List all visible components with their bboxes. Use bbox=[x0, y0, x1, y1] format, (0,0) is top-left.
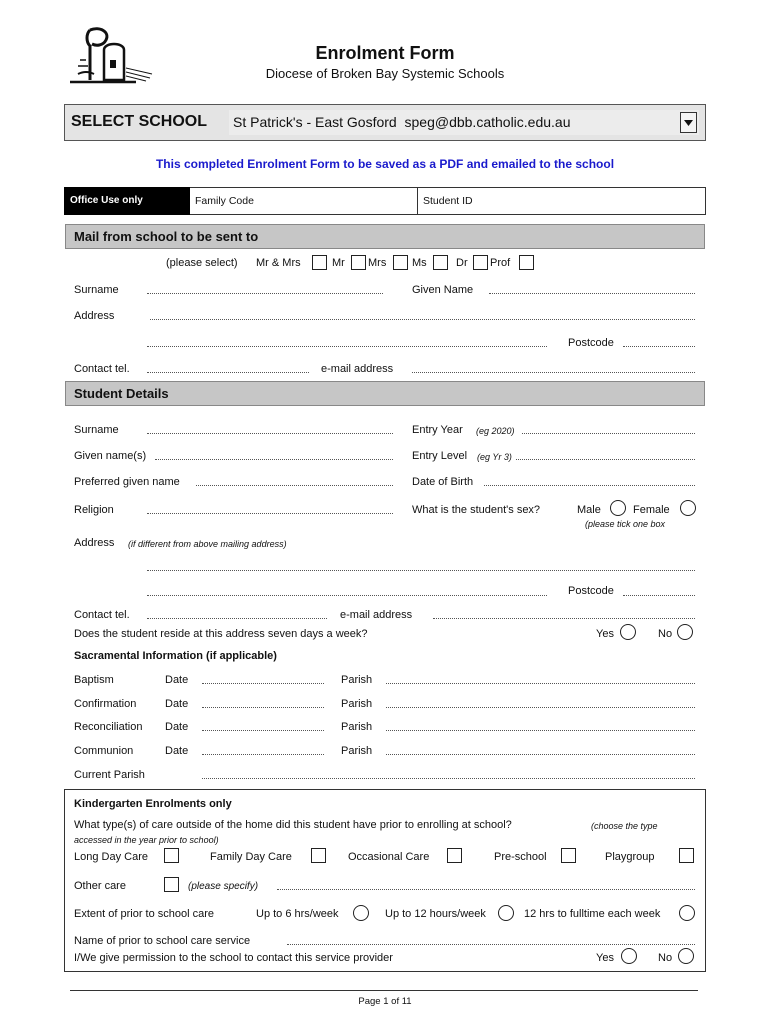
page-number: Page 1 of 11 bbox=[358, 996, 412, 1007]
playgroup-checkbox[interactable] bbox=[679, 848, 694, 863]
sacrament-name: Communion bbox=[74, 745, 134, 757]
title-mr-mrs-checkbox[interactable] bbox=[312, 255, 327, 270]
extent-6hrs-radio[interactable] bbox=[353, 905, 369, 921]
entry-year-hint: (eg 2020) bbox=[476, 426, 515, 436]
care-type-label: Pre-school bbox=[494, 851, 547, 863]
service-name-label: Name of prior to school care service bbox=[74, 935, 251, 947]
reside-no-radio[interactable] bbox=[677, 624, 693, 640]
sex-question-label: What is the student's sex? bbox=[412, 504, 541, 516]
given-names-input[interactable] bbox=[155, 459, 393, 460]
long-day-care-checkbox[interactable] bbox=[164, 848, 179, 863]
dob-label: Date of Birth bbox=[412, 476, 474, 488]
please-specify-hint: (please specify) bbox=[188, 881, 259, 892]
student-email-input[interactable] bbox=[433, 618, 695, 619]
student-email-label: e-mail address bbox=[340, 609, 413, 621]
entry-level-input[interactable] bbox=[516, 459, 695, 460]
title-option-label: Prof bbox=[490, 257, 511, 269]
student-surname-input[interactable] bbox=[147, 433, 393, 434]
title-prof-checkbox[interactable] bbox=[519, 255, 534, 270]
permission-no-label: No bbox=[658, 952, 673, 964]
entry-year-input[interactable] bbox=[522, 433, 695, 434]
family-day-care-checkbox[interactable] bbox=[311, 848, 326, 863]
baptism-date-input[interactable] bbox=[202, 683, 324, 684]
mail-address-line2-input[interactable] bbox=[147, 346, 547, 347]
other-care-label: Other care bbox=[74, 880, 126, 892]
reside-yes-radio[interactable] bbox=[620, 624, 636, 640]
baptism-parish-input[interactable] bbox=[386, 683, 695, 684]
confirmation-date-input[interactable] bbox=[202, 707, 324, 708]
confirmation-parish-input[interactable] bbox=[386, 707, 695, 708]
kinder-question-hint-2: accessed in the year prior to school) bbox=[74, 835, 219, 845]
female-label: Female bbox=[633, 504, 670, 516]
permission-yes-radio[interactable] bbox=[621, 948, 637, 964]
school-select-value: St Patrick's - East Gosford speg@dbb.catholic.edu.au bbox=[233, 114, 571, 130]
sacrament-parish-label: Parish bbox=[341, 698, 373, 710]
title-option-label: Mr & Mrs bbox=[256, 257, 301, 269]
footer-rule bbox=[70, 990, 698, 991]
permission-label: I/We give permission to the school to contact this service provider bbox=[74, 952, 393, 964]
mail-email-input[interactable] bbox=[412, 372, 695, 373]
reconciliation-date-input[interactable] bbox=[202, 730, 324, 731]
reside-no-label: No bbox=[658, 628, 673, 640]
tick-hint: (please tick one box bbox=[585, 519, 666, 529]
instruction-text: This completed Enrolment Form to be saved as a PDF and emailed to the school bbox=[155, 157, 615, 171]
title-option-label: Dr bbox=[456, 257, 468, 269]
title-option-label: Ms bbox=[412, 257, 427, 269]
mail-postcode-label: Postcode bbox=[568, 337, 614, 349]
sacrament-parish-label: Parish bbox=[341, 674, 373, 686]
extent-option-label: Up to 6 hrs/week bbox=[256, 908, 339, 920]
current-parish-label: Current Parish bbox=[74, 769, 145, 781]
communion-parish-input[interactable] bbox=[386, 754, 695, 755]
form-title: Enrolment Form bbox=[315, 43, 455, 63]
sacramental-heading: Sacramental Information (if applicable) bbox=[74, 650, 277, 662]
service-name-input[interactable] bbox=[287, 944, 695, 945]
mail-surname-input[interactable] bbox=[147, 293, 383, 294]
preferred-name-input[interactable] bbox=[196, 485, 393, 486]
pre-school-checkbox[interactable] bbox=[561, 848, 576, 863]
student-address-input[interactable] bbox=[147, 570, 695, 571]
current-parish-input[interactable] bbox=[202, 778, 695, 779]
sacrament-date-label: Date bbox=[165, 745, 189, 757]
care-type-label: Playgroup bbox=[605, 851, 655, 863]
title-mrs-checkbox[interactable] bbox=[393, 255, 408, 270]
mail-email-label: e-mail address bbox=[321, 363, 394, 375]
sacrament-name: Reconciliation bbox=[74, 721, 143, 733]
male-radio[interactable] bbox=[610, 500, 626, 516]
kinder-heading: Kindergarten Enrolments only bbox=[74, 798, 232, 810]
other-care-checkbox[interactable] bbox=[164, 877, 179, 892]
male-label: Male bbox=[577, 504, 601, 516]
family-code-field[interactable]: Family Code bbox=[195, 195, 254, 207]
communion-date-input[interactable] bbox=[202, 754, 324, 755]
care-type-label: Long Day Care bbox=[74, 851, 148, 863]
reside-yes-label: Yes bbox=[596, 628, 614, 640]
mail-surname-label: Surname bbox=[74, 284, 119, 296]
care-type-label: Occasional Care bbox=[348, 851, 430, 863]
sacrament-date-label: Date bbox=[165, 721, 189, 733]
care-type-label: Family Day Care bbox=[210, 851, 292, 863]
sacrament-parish-label: Parish bbox=[341, 745, 373, 757]
student-contact-label: Contact tel. bbox=[74, 609, 130, 621]
form-subtitle: Diocese of Broken Bay Systemic Schools bbox=[265, 66, 505, 81]
sacrament-date-label: Date bbox=[165, 674, 189, 686]
mail-address-input[interactable] bbox=[150, 319, 695, 320]
extent-option-label: Up to 12 hours/week bbox=[385, 908, 486, 920]
given-names-label: Given name(s) bbox=[74, 450, 147, 462]
sacrament-name: Confirmation bbox=[74, 698, 137, 710]
occasional-care-checkbox[interactable] bbox=[447, 848, 462, 863]
title-ms-checkbox[interactable] bbox=[433, 255, 448, 270]
office-use-label: Office Use only bbox=[70, 195, 143, 206]
student-postcode-label: Postcode bbox=[568, 585, 614, 597]
reconciliation-parish-input[interactable] bbox=[386, 730, 695, 731]
religion-input[interactable] bbox=[147, 513, 393, 514]
extent-fulltime-radio[interactable] bbox=[679, 905, 695, 921]
mail-given-name-label: Given Name bbox=[412, 284, 474, 296]
title-mr-checkbox[interactable] bbox=[351, 255, 366, 270]
extent-option-label: 12 hrs to fulltime each week bbox=[524, 908, 661, 920]
reside-question-label: Does the student reside at this address seven days a week? bbox=[74, 628, 368, 640]
title-option-label: Mr bbox=[332, 257, 345, 269]
chevron-down-icon[interactable] bbox=[680, 112, 697, 133]
student-address-label: Address bbox=[74, 537, 115, 549]
title-dr-checkbox[interactable] bbox=[473, 255, 488, 270]
student-address-hint: (if different from above mailing address) bbox=[128, 539, 287, 549]
preferred-name-label: Preferred given name bbox=[74, 476, 180, 488]
mail-contact-input[interactable] bbox=[147, 372, 309, 373]
student-surname-label: Surname bbox=[74, 424, 119, 436]
mail-given-name-input[interactable] bbox=[489, 293, 695, 294]
entry-year-label: Entry Year bbox=[412, 424, 463, 436]
student-id-field[interactable]: Student ID bbox=[423, 195, 473, 207]
kinder-question-hint-1: (choose the type bbox=[591, 821, 658, 831]
sacrament-date-label: Date bbox=[165, 698, 189, 710]
student-contact-input[interactable] bbox=[147, 618, 327, 619]
title-option-label: Mrs bbox=[368, 257, 387, 269]
mail-section-title: Mail from school to be sent to bbox=[74, 229, 259, 244]
entry-level-hint: (eg Yr 3) bbox=[477, 452, 512, 462]
school-select-label: SELECT SCHOOL bbox=[71, 113, 208, 130]
female-radio[interactable] bbox=[680, 500, 696, 516]
mail-postcode-input[interactable] bbox=[623, 346, 695, 347]
mail-contact-label: Contact tel. bbox=[74, 363, 130, 375]
student-section-title: Student Details bbox=[74, 386, 169, 401]
student-postcode-input[interactable] bbox=[623, 595, 695, 596]
religion-label: Religion bbox=[74, 504, 114, 516]
other-care-input[interactable] bbox=[277, 889, 695, 890]
mail-address-label: Address bbox=[74, 310, 115, 322]
extent-12hrs-radio[interactable] bbox=[498, 905, 514, 921]
please-select-label: (please select) bbox=[166, 257, 238, 269]
mail-section-header bbox=[65, 224, 705, 249]
entry-level-label: Entry Level bbox=[412, 450, 468, 462]
dob-input[interactable] bbox=[484, 485, 695, 486]
office-divider bbox=[417, 187, 418, 215]
student-address-line2-input[interactable] bbox=[147, 595, 547, 596]
extent-label: Extent of prior to school care bbox=[74, 908, 215, 920]
student-section-header bbox=[65, 381, 705, 406]
permission-yes-label: Yes bbox=[596, 952, 614, 964]
sacrament-name: Baptism bbox=[74, 674, 114, 686]
permission-no-radio[interactable] bbox=[678, 948, 694, 964]
school-select-dropdown[interactable] bbox=[229, 110, 699, 135]
sacrament-parish-label: Parish bbox=[341, 721, 373, 733]
kinder-question: What type(s) of care outside of the home did this student have prior to enrolling at school? bbox=[74, 819, 512, 831]
